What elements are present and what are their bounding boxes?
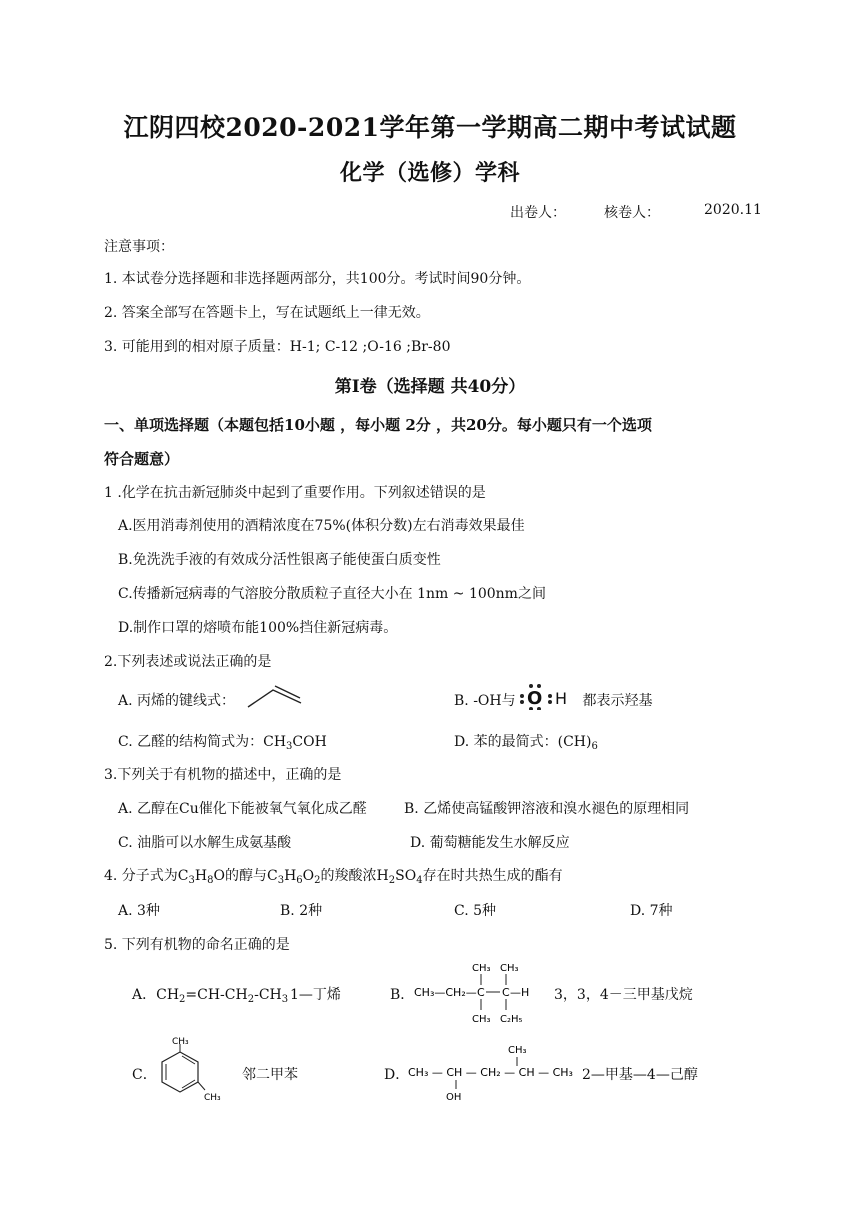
svg-text:CH₃: CH₃ — [204, 1093, 221, 1103]
q2-stem: 2.下列表述或说法正确的是 — [104, 654, 272, 670]
svg-text:CH₃: CH₃ — [500, 963, 519, 974]
svg-text:C₂H₅: C₂H₅ — [500, 1014, 523, 1025]
q2-option-d: D. 苯的最简式：$(CH)_6$ — [454, 734, 598, 752]
q5-option-c-label: C． — [132, 1067, 157, 1083]
q1-option-c: C.传播新冠病毒的气溶胶分散质粒子直径大小在 1nm ~ 100nm之间 — [118, 586, 546, 602]
checker-label: 核卷人： — [604, 205, 660, 221]
q1-option-a: A.医用消毒剂使用的酒精浓度在75%(体积分数)左右消毒效果最佳 — [118, 518, 525, 534]
q4-option-b: B. 2种 — [280, 903, 323, 919]
svg-text:CH₃: CH₃ — [508, 1045, 527, 1056]
section-heading: 一、单项选择题（本题包括10小题 ，每小题 2分 ，共20分。每小题只有一个选项 — [104, 416, 652, 434]
q4-option-a: A. 3种 — [118, 903, 160, 919]
q5-b-structure — [414, 956, 544, 1028]
q5-option-d-name: 2—甲基—4—己醇 — [582, 1067, 698, 1083]
q2-option-b-prefix: B. -OH与 — [454, 693, 516, 709]
q5-d-structure — [408, 1040, 578, 1106]
q5-option-c-name: 邻二甲苯 — [242, 1067, 298, 1083]
q5-stem: 5. 下列有机物的命名正确的是 — [104, 937, 290, 953]
q1-option-b: B.免洗洗手液的有效成分活性银离子能使蛋白质变性 — [118, 552, 441, 568]
q2-option-b-suffix: 都表示羟基 — [582, 693, 653, 709]
q5-option-a-name: 1—丁烯 — [290, 987, 341, 1003]
q2-option-a: A. 丙烯的键线式： — [118, 693, 236, 709]
part1-heading: 第Ⅰ卷（选择题 共40分） — [334, 377, 526, 397]
svg-text:—H: —H — [510, 986, 530, 999]
propene-skeletal-formula — [246, 684, 306, 710]
svg-text:CH₃: CH₃ — [172, 1037, 189, 1047]
q4-option-c: C. 5种 — [454, 903, 497, 919]
page-title: 江阴四校2020-2021学年第一学期高二期中考试试题 — [123, 113, 737, 142]
q4-stem: 4. 分子式为$C_3H_8O$的醇与$C_3H_6O_2$的羧酸浓$H_2SO_4$存在时共热生成的酯有 — [104, 868, 563, 886]
svg-text:CH₃: CH₃ — [472, 963, 491, 974]
note-item: 1. 本试卷分选择题和非选择题两部分，共100分。考试时间90分钟。 — [104, 271, 531, 287]
q4-option-d: D. 7种 — [630, 903, 673, 919]
q2-option-c: C. 乙醛的结构简式为：$CH_3COH$ — [118, 734, 327, 752]
svg-text:C: C — [477, 986, 485, 999]
svg-text:CH₃ — CH — CH₂ — CH — CH₃: CH₃ — CH — CH₂ — CH — CH₃ — [408, 1066, 573, 1079]
q3-option-d: D. 葡萄糖能发生水解反应 — [410, 835, 570, 851]
q5-option-d-label: D． — [384, 1067, 410, 1083]
q5-option-a: A．$CH_2=CH-CH_2-CH_3$ — [132, 987, 289, 1005]
q1-option-d: D.制作口罩的熔喷布能100%挡住新冠病毒。 — [118, 620, 398, 636]
svg-text:CH₃: CH₃ — [472, 1014, 491, 1025]
svg-text:CH₃—CH₂—: CH₃—CH₂— — [414, 986, 477, 999]
q1-stem: 1 .化学在抗击新冠肺炎中起到了重要作用。下列叙述错误的是 — [104, 485, 486, 501]
q3-stem: 3.下列关于有机物的描述中，正确的是 — [104, 767, 342, 783]
note-item: 2. 答案全部写在答题卡上，写在试题纸上一律无效。 — [104, 305, 430, 321]
q5-c-structure — [150, 1036, 234, 1108]
notes-heading: 注意事项： — [104, 239, 174, 255]
section-heading-cont: 符合题意） — [104, 450, 180, 468]
hydroxyl-electron-dot — [517, 682, 575, 710]
note-item: 3. 可能用到的相对原子质量：H-1; C-12 ;O-16 ;Br-80 — [104, 339, 451, 355]
svg-text:OH: OH — [446, 1092, 462, 1103]
hydrogen-symbol: H — [555, 689, 568, 708]
q3-option-a: A. 乙醇在Cu催化下能被氧气氧化成乙醛 — [118, 801, 367, 817]
exam-date: 2020.11 — [704, 202, 762, 218]
q5-option-b-name: 3，3，4－三甲基戊烷 — [554, 987, 693, 1003]
q3-option-b: B. 乙烯使高锰酸钾溶液和溴水褪色的原理相同 — [404, 801, 690, 817]
author-label: 出卷人： — [510, 205, 566, 221]
page-subtitle: 化学（选修）学科 — [339, 160, 520, 186]
q3-option-c: C. 油脂可以水解生成氨基酸 — [118, 835, 292, 851]
svg-text:C: C — [502, 986, 510, 999]
q5-option-b-label: B． — [390, 987, 415, 1003]
oxygen-symbol: O — [527, 688, 543, 709]
